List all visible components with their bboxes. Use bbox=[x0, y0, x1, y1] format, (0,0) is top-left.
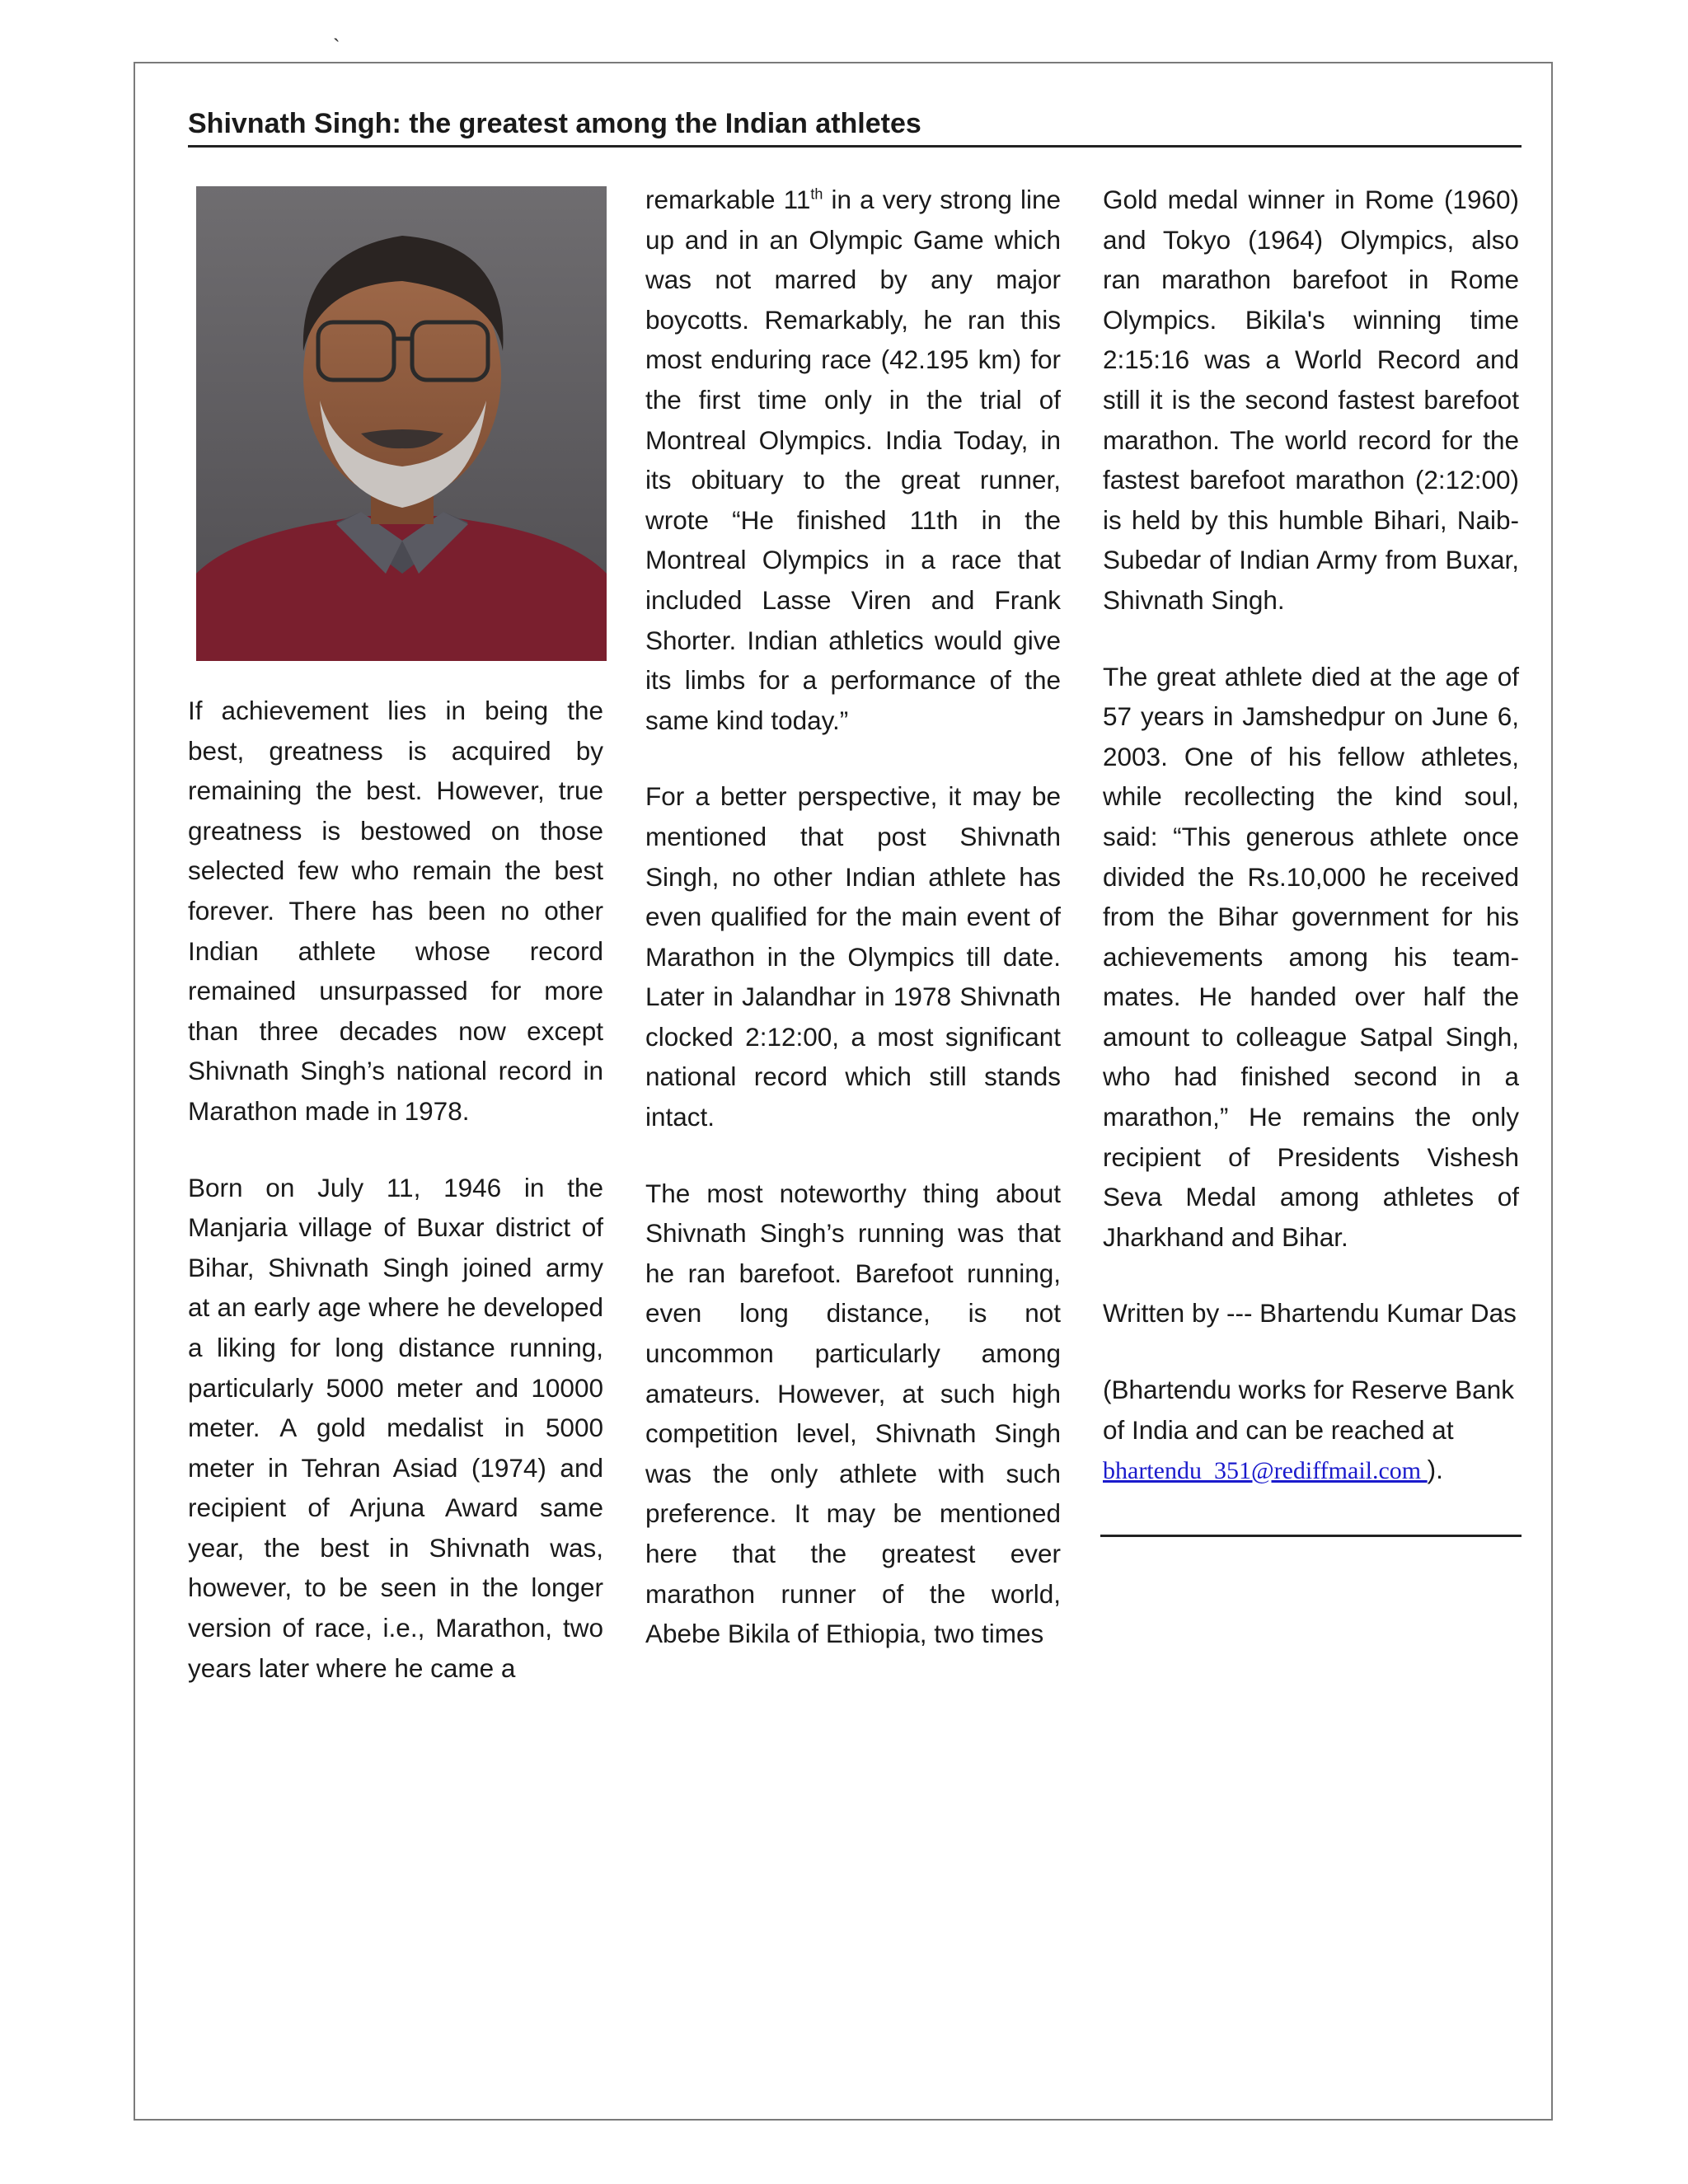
intro-paragraph: If achievement lies in being the best, greatness is acquired by remaining the best. However, true greatness is bestowed on those selected few who remain the best forever. There has been no other Indian athlete whose record remained unsurpassed for more than three decades now except Shivnath Singh’s national record in Marathon made in 1978. bbox=[188, 696, 603, 1126]
contact-text: (Bhartendu works for Reserve Bank of India and can be reached at bbox=[1103, 1375, 1514, 1445]
byline: Written by --- Bhartendu Kumar Das bbox=[1103, 1298, 1517, 1329]
olympic-text-rest: in a very strong line up and in an Olympic Game which was not marred by any major boycotts. Remarkably, he ran this most enduring race (42.195 km) for the first time only in the trial of Montreal Olympics. India Today, in its obituary to the great runner, wrote “He finished 11th in the Montreal Olympics in a race that included Lasse Viren and Frank Shorter. Indian athletics would give its limbs for a performance of the same kind today.” bbox=[645, 185, 1061, 735]
stray-mark: ` bbox=[333, 35, 340, 59]
barefoot-paragraph: The most noteworthy thing about Shivnath Singh’s running was that he ran barefoot. Barefoot running, even long distance, is not uncommon particularly among amateurs. However, at such high competition level, Shivnath Singh was the only athlete with such preference. It may be mentioned here that the greatest ever marathon runner of the world, Abebe Bikila of Ethiopia, two times bbox=[645, 1178, 1061, 1649]
death-paragraph: The great athlete died at the age of 57 years in Jamshedpur on June 6, 2003. One of his fellow athletes, while recollecting the kind soul, said: “This generous athlete once divided the Rs.10,000 he received from the Bihar government for his achievements among his team-mates. He handed over half the amount to colleague Satpal Singh, who had finished second in a marathon,” He remains the only recipient of Presidents Vishesh Seva Medal among athletes of Jharkhand and Bihar. bbox=[1103, 661, 1519, 1252]
article-title: Shivnath Singh: the greatest among the Indian athletes bbox=[188, 104, 1522, 148]
bikila-paragraph: Gold medal winner in Rome (1960) and Tokyo (1964) Olympics, also ran marathon barefoot in Rome Olympics. Bikila's winning time 2:15:16 was a World Record and still it is the second fastest barefoot marathon. The world record for the fastest barefoot marathon (2:12:00) is held by this humble Bihari, Naib-Subedar of Indian Army from Buxar, Shivnath Singh. bbox=[1103, 185, 1519, 615]
olympic-paragraph bbox=[645, 180, 1061, 740]
athlete-photo bbox=[196, 186, 607, 661]
column-1 bbox=[188, 691, 603, 1724]
perspective-paragraph: For a better perspective, it may be mentioned that post Shivnath Singh, no other Indian athlete has even qualified for the main event of Marathon in the Olympics till date. Later in Jalandhar in 1978 Shivnath clocked 2:12:00, a most significant national record which still stands intact. bbox=[645, 781, 1061, 1132]
contact-close: ). bbox=[1427, 1455, 1443, 1485]
column-2 bbox=[645, 180, 1061, 1690]
biography-paragraph: Born on July 11, 1946 in the Manjaria village of Buxar district of Bihar, Shivnath Singh joined army at an early age where he developed a liking for long distance running, particularly 5000 meter and 10000 meter. A gold medalist in 5000 meter in Tehran Asiad (1974) and recipient of Arjuna Award same year, the best in Shivnath was, however, to be seen in the longer version of race, i.e., Marathon, two years later where he came a bbox=[188, 1172, 603, 1683]
olympic-text-start: remarkable 11 bbox=[645, 185, 811, 214]
ordinal-superscript: th bbox=[810, 185, 823, 203]
contact-paragraph bbox=[1103, 1370, 1519, 1492]
email-link[interactable]: bhartendu_351@rediffmail.com bbox=[1103, 1457, 1428, 1485]
column-3 bbox=[1103, 180, 1519, 1528]
closing-rule bbox=[1100, 1535, 1522, 1537]
